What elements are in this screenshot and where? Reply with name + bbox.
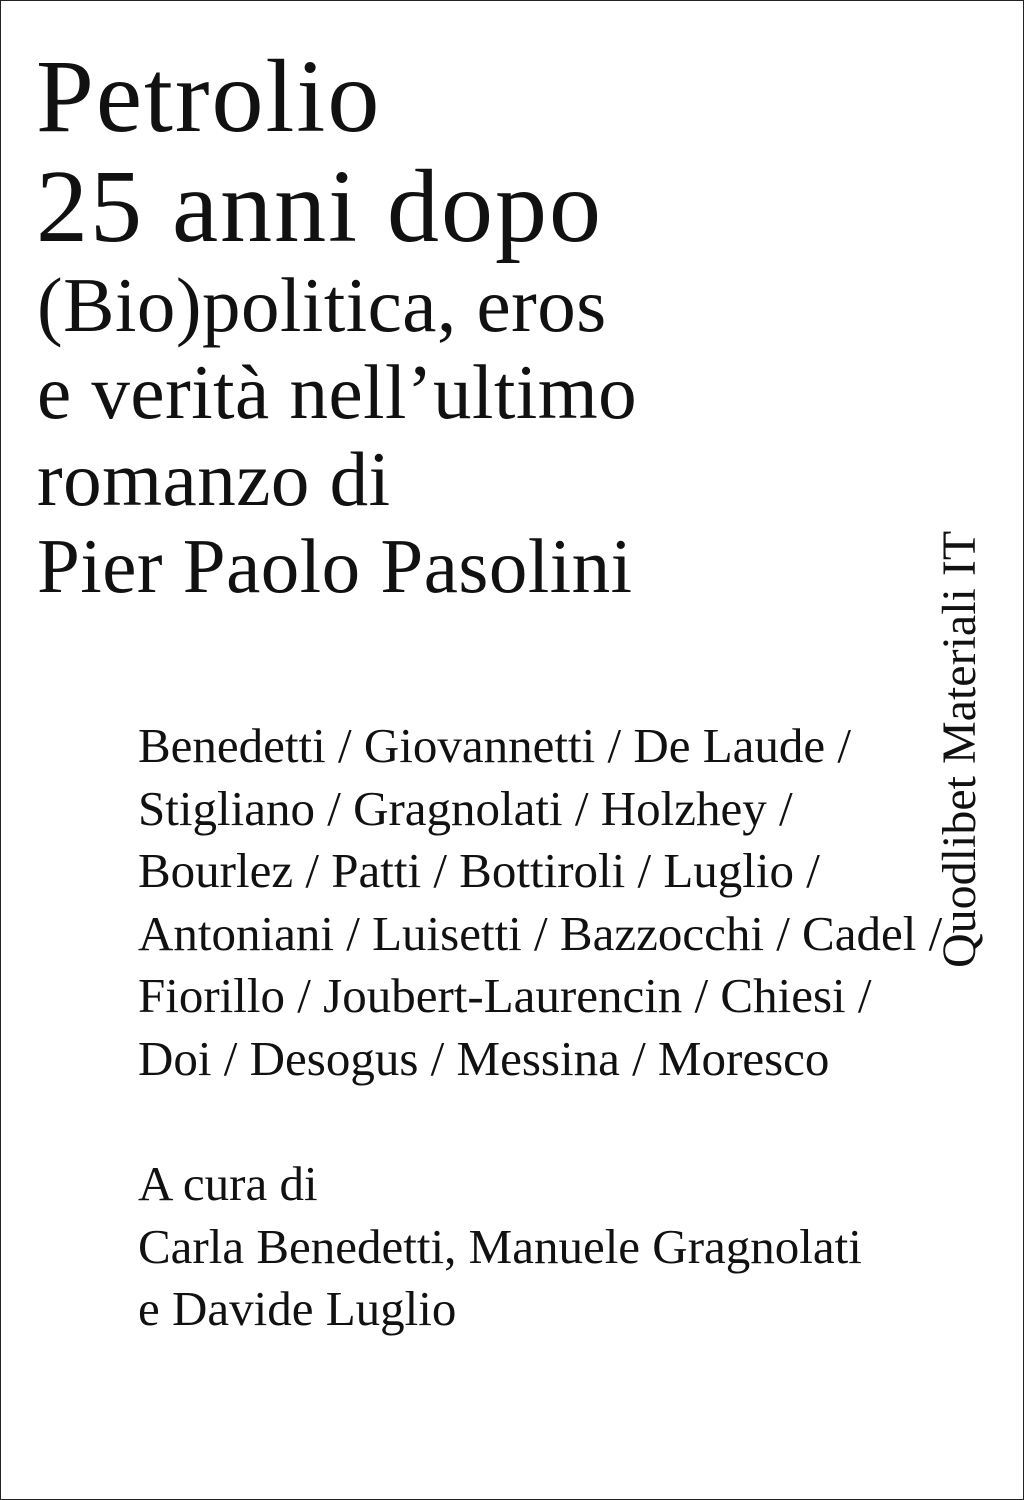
- authors-line: Benedetti / Giovannetti / De Laude /: [138, 718, 852, 773]
- book-subtitle: [37, 262, 637, 610]
- authors-line: Fiorillo / Joubert-Laurencin / Chiesi /: [138, 968, 872, 1023]
- authors-list: [138, 715, 942, 1090]
- subtitle-line: e verità nell’ultimo: [37, 349, 638, 435]
- authors-line: Antoniani / Luisetti / Bazzocchi / Cadel /: [138, 905, 943, 961]
- authors-line: Bourlez / Patti / Bottiroli / Luglio /: [138, 843, 820, 898]
- subtitle-line: romanzo di: [37, 436, 391, 522]
- editors-line: Carla Benedetti, Manuele Gragnolati: [138, 1218, 862, 1274]
- book-title: [36, 39, 604, 264]
- editors-credit: [138, 1153, 862, 1341]
- title-line: 25 anni dopo: [36, 149, 604, 264]
- publisher-series: Quodlibet Materiali IT: [933, 530, 986, 968]
- subtitle-line: Pier Paolo Pasolini: [37, 523, 633, 609]
- subtitle-line: (Bio)politica, eros: [37, 262, 607, 348]
- editors-line: e Davide Luglio: [138, 1281, 457, 1336]
- authors-line: Doi / Desogus / Messina / Moresco: [138, 1030, 830, 1086]
- title-line: Petrolio: [36, 39, 382, 154]
- authors-line: Stigliano / Gragnolati / Holzhey /: [138, 780, 793, 836]
- editors-line: A cura di: [138, 1156, 318, 1211]
